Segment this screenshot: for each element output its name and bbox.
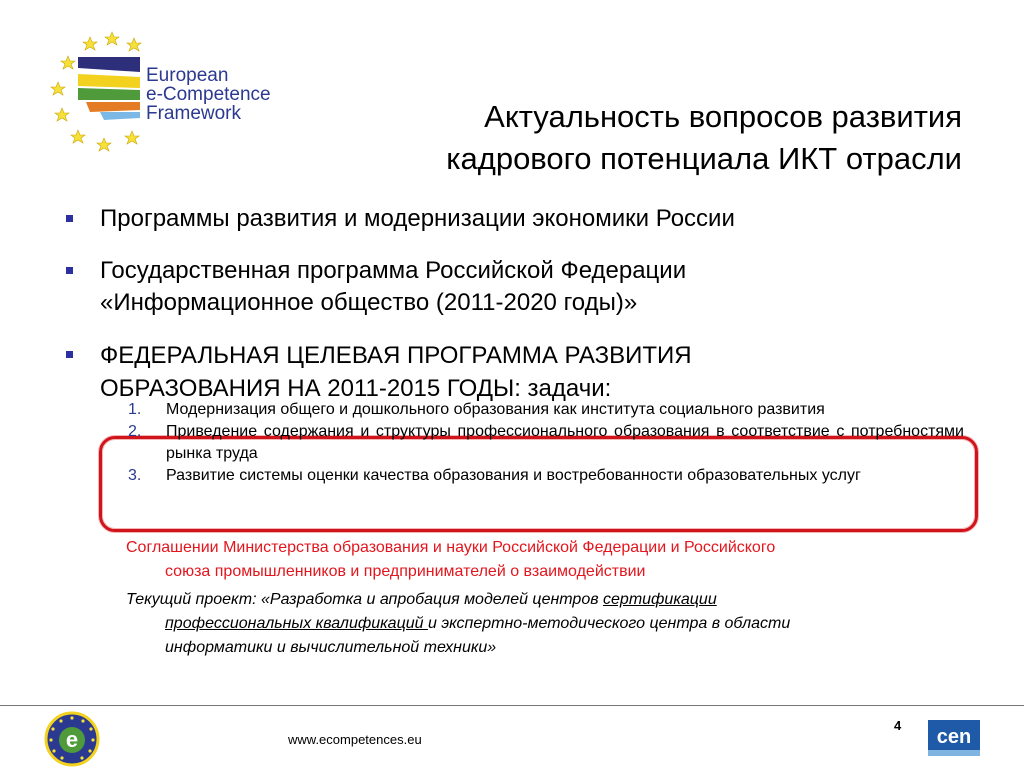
square-bullet-icon: [66, 267, 73, 274]
badge-letter: e: [65, 727, 79, 752]
bullet-item: [64, 255, 964, 319]
slide-title-line-2: кадрового потенциала ИКТ отрасли: [446, 141, 962, 176]
current-project-note: [126, 588, 976, 660]
cen-logo-icon: [924, 714, 988, 768]
project-text: и экспертно-методического центра в области: [427, 615, 791, 632]
task-text: Приведение содержания и структуры профессионального образования в соответствие с потребностями рынка труда: [166, 423, 964, 462]
task-number: 1.: [128, 401, 142, 418]
cen-label: cen: [936, 726, 972, 748]
square-bullet-icon: [66, 351, 73, 358]
agreement-line-2: союза промышленников и предпринимателей о взаимодействии: [165, 563, 646, 580]
agreement-line-1: Соглашении Министерства образования и науки Российской Федерации и Российского: [126, 539, 776, 556]
task-text: Развитие системы оценки качества образования и востребованности образовательных услуг: [166, 467, 861, 484]
task-item: [124, 421, 964, 465]
footer-divider: [0, 705, 1024, 706]
cen-logo: [924, 714, 988, 768]
task-list: [124, 399, 964, 487]
e-badge-icon: [40, 709, 104, 768]
project-underlined-term: профессиональных квалификаций: [165, 615, 428, 632]
agreement-note: [126, 536, 976, 584]
task-item: [124, 399, 964, 421]
project-text: Текущий проект: «Разработка и апробация моделей центров: [126, 591, 604, 608]
slide-title: [446, 96, 962, 180]
logo-line-2: e-Competence: [146, 84, 271, 105]
e-badge-logo: [40, 709, 104, 768]
project-underlined-term: сертификации: [603, 591, 717, 608]
slide-title-line-1: Актуальность вопросов развития: [484, 99, 962, 134]
square-bullet-icon: [66, 215, 73, 222]
bullet-text: Программы развития и модернизации экономики России: [100, 205, 735, 232]
bullet-list: [64, 203, 964, 405]
task-text: Модернизация общего и дошкольного образования как института социального развития: [166, 401, 825, 418]
website-url[interactable]: www.ecompetences.eu: [288, 732, 422, 747]
bullet-text-line-2: ОБРАЗОВАНИЯ НА 2011-2015 ГОДЫ: задачи:: [100, 375, 612, 402]
project-line-2: [126, 612, 976, 636]
bullet-item: [64, 203, 964, 235]
bullet-text-line-1: ФЕДЕРАЛЬНАЯ ЦЕЛЕВАЯ ПРОГРАММА РАЗВИТИЯ: [100, 342, 692, 369]
bullet-item: [64, 339, 964, 405]
bullet-text-line-1: Государственная программа Российской Федерации: [100, 257, 687, 284]
bullet-text-line-2: «Информационное общество (2011-2020 годы)»: [100, 289, 638, 316]
task-number: 3.: [128, 467, 142, 484]
project-line-1: [126, 588, 976, 612]
project-line-3: информатики и вычислительной техники»: [165, 639, 497, 656]
e-cf-logo-text: [146, 66, 271, 123]
logo-line-1: European: [146, 65, 229, 86]
task-item: [124, 465, 964, 487]
page-number: 4: [894, 718, 902, 733]
task-number: 2.: [128, 423, 142, 440]
logo-line-3: Framework: [146, 103, 242, 124]
